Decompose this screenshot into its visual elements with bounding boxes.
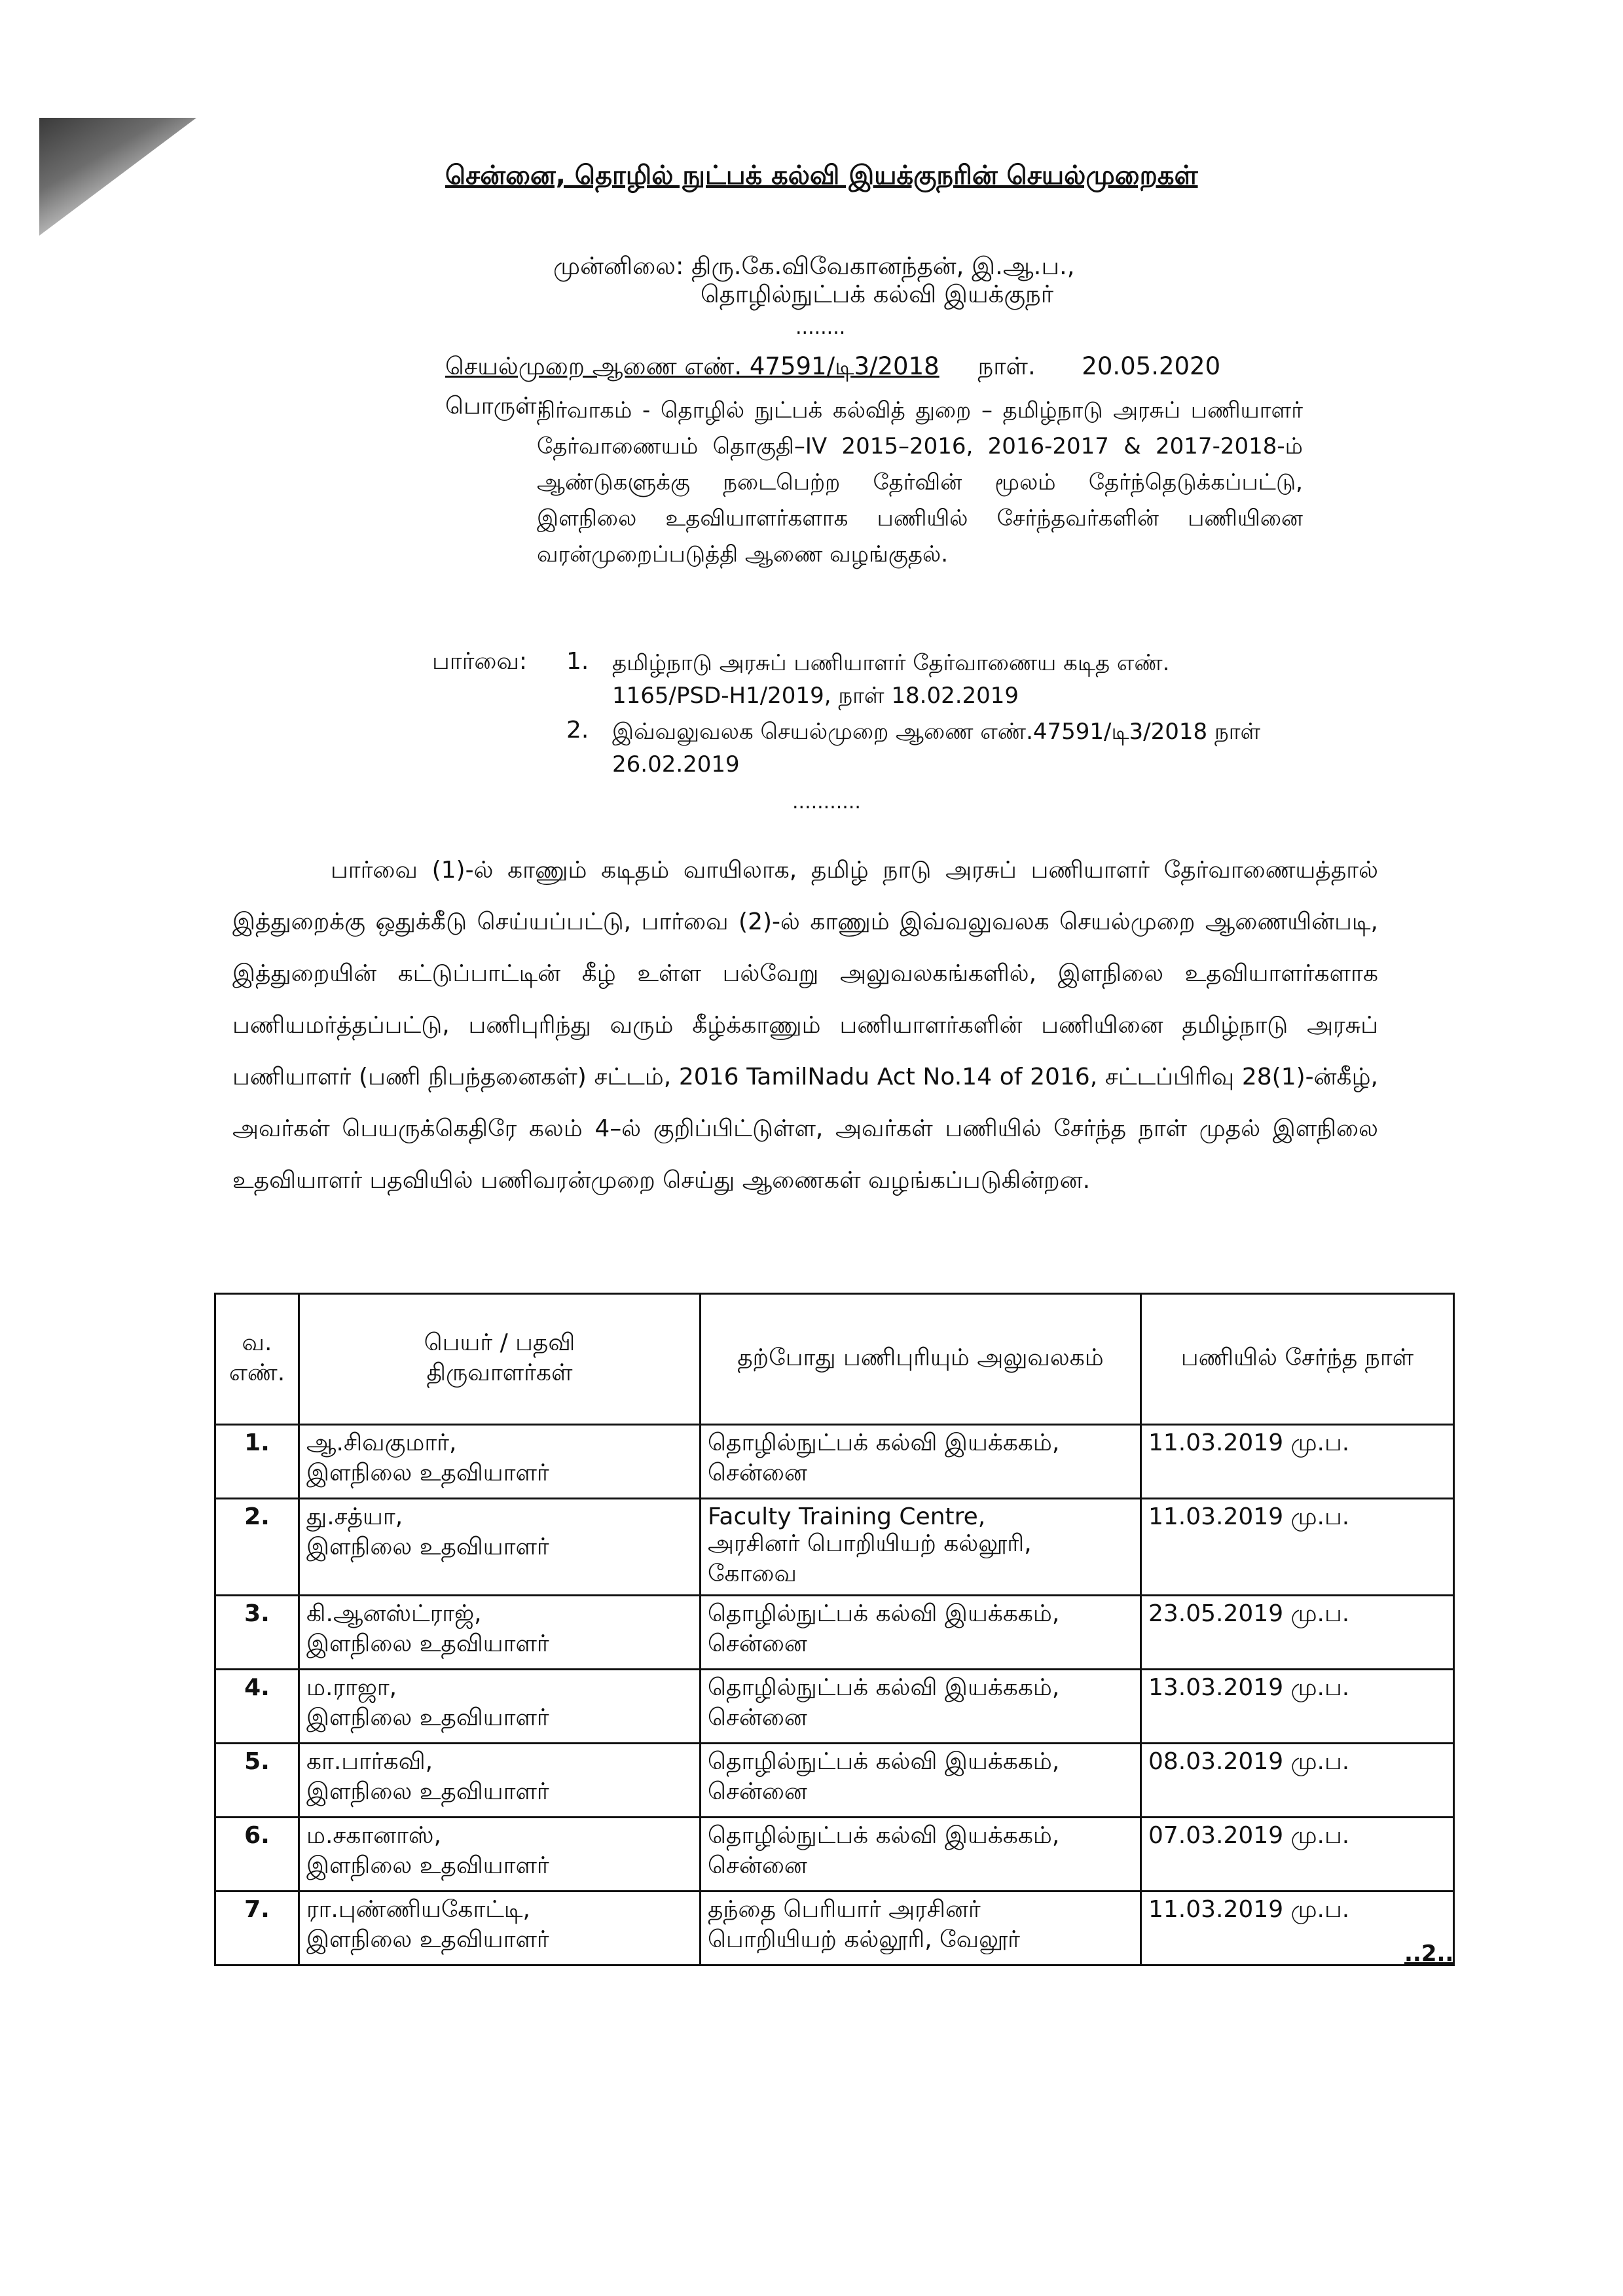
cell-office: [701, 1744, 1141, 1818]
col-header-name-line2: திருவாளர்கள்: [426, 1359, 573, 1386]
cell-name: [299, 1596, 701, 1670]
page-title: சென்னை, தொழில் நுட்பக் கல்வி இயக்குநரின் செயல்முறைகள்: [445, 160, 1198, 190]
cell-name: [299, 1499, 701, 1596]
body-paragraph: பார்வை (1)-ல் காணும் கடிதம் வாயிலாக, தமிழ் நாடு அரசுப் பணியாளர் தேர்வாணையத்தால் இத்துறைக்கு ஒதுக்கீடு செய்யப்பட்டு, பார்வை (2)-ல் காணும் இவ்வலுவலக செயல்முறை ஆணையின்படி, இத்துறையின் கட்டுப்பாட்டின் கீழ் உள்ள பல்வேறு அலுவலகங்களில், இளநிலை உதவியாளர்களாக பணியமர்த்தப்பட்டு, பணிபுரிந்து வரும் கீழ்க்காணும் பணியாளர்களின் பணியினை தமிழ்நாடு அரசுப் பணியாளர் (பணி நிபந்தனைகள்) சட்டம், 2016 TamilNadu Act No.14 of 2016, சட்டப்பிரிவு 28(1)-ன்கீழ், அவர்கள் பெயருக்கெதிரே கலம் 4–ல் குறிப்பிட்டுள்ள, அவர்கள் பணியில் சேர்ந்த நாள் முதல் இளநிலை உதவியாளர் பதவியில் பணிவரன்முறை செய்து ஆணைகள் வழங்கப்படுகின்றன.: [232, 857, 1378, 1194]
col-header-office: தற்போது பணிபுரியும் அலுவலகம்: [701, 1294, 1141, 1425]
reference-line: 1165/PSD-H1/2019, நாள் 18.02.2019: [612, 683, 1019, 709]
reference-number: 1.: [566, 648, 589, 675]
employee-post: இளநிலை உதவியாளர்: [306, 1630, 549, 1657]
cell-sno: 2.: [215, 1499, 299, 1596]
page-number: ..2..: [1404, 1941, 1454, 1967]
reference-line: இவ்வலுவலக செயல்முறை ஆணை எண்.47591/டி3/2018 நாள்: [612, 719, 1261, 745]
employee-name: ம.சகானாஸ்,: [306, 1822, 442, 1849]
order-number-line: [445, 352, 1220, 384]
cell-office: [701, 1818, 1141, 1892]
office-line: சென்னை: [708, 1630, 807, 1657]
cell-joined: 23.05.2019 மு.ப.: [1141, 1596, 1454, 1670]
staff-table: [214, 1293, 1455, 1966]
cell-joined: 11.03.2019 மு.ப.: [1141, 1499, 1454, 1596]
office-line: தொழில்நுட்பக் கல்வி இயக்ககம்,: [708, 1674, 1060, 1701]
employee-post: இளநிலை உதவியாளர்: [306, 1534, 549, 1560]
reference-number: 2.: [566, 717, 589, 744]
col-header-joined: பணியில் சேர்ந்த நாள்: [1141, 1294, 1454, 1425]
cell-name: [299, 1670, 701, 1744]
subject-label: பொருள்:: [445, 393, 545, 420]
scan-shadow: [39, 118, 196, 236]
office-line: தொழில்நுட்பக் கல்வி இயக்ககம்,: [708, 1748, 1060, 1775]
office-line: சென்னை: [708, 1460, 807, 1486]
cell-name: [299, 1425, 701, 1499]
reference-line: 26.02.2019: [612, 751, 740, 778]
office-line: தொழில்நுட்பக் கல்வி இயக்ககம்,: [708, 1600, 1060, 1627]
cell-sno: 6.: [215, 1818, 299, 1892]
col-header-name: [299, 1294, 701, 1425]
employee-name: ஆ.சிவகுமார்,: [306, 1429, 457, 1456]
cell-joined: 13.03.2019 மு.ப.: [1141, 1670, 1454, 1744]
separator-dots: ...........: [792, 791, 861, 814]
office-line: கோவை: [708, 1560, 797, 1587]
employee-post: இளநிலை உதவியாளர்: [306, 1778, 549, 1805]
reference-label: பார்வை:: [432, 648, 528, 675]
employee-post: இளநிலை உதவியாளர்: [306, 1460, 549, 1486]
table-row: [215, 1892, 1454, 1965]
cell-office: [701, 1499, 1141, 1596]
cell-office: [701, 1892, 1141, 1965]
order-date: 20.05.2020: [1082, 352, 1221, 380]
office-line: தந்தை பெரியார் அரசினர்: [708, 1896, 981, 1923]
office-line: சென்னை: [708, 1852, 807, 1879]
cell-office: [701, 1425, 1141, 1499]
order-number: செயல்முறை ஆணை எண். 47591/டி3/2018: [445, 352, 939, 380]
table-header-row: [215, 1294, 1454, 1425]
office-line: Faculty Training Centre,: [708, 1503, 986, 1530]
office-line: சென்னை: [708, 1704, 807, 1731]
table-row: [215, 1744, 1454, 1818]
employee-name: கி.ஆனஸ்ட்ராஜ்,: [306, 1600, 482, 1627]
cell-name: [299, 1892, 701, 1965]
cell-joined: 08.03.2019 மு.ப.: [1141, 1744, 1454, 1818]
cell-joined: 11.03.2019 மு.ப.: [1141, 1892, 1454, 1965]
office-line: அரசினர் பொறியியற் கல்லூரி,: [708, 1530, 1032, 1557]
office-line: தொழில்நுட்பக் கல்வி இயக்ககம்,: [708, 1429, 1060, 1456]
employee-post: இளநிலை உதவியாளர்: [306, 1926, 549, 1953]
table-row: [215, 1499, 1454, 1596]
cell-office: [701, 1670, 1141, 1744]
cell-sno: 7.: [215, 1892, 299, 1965]
subject-text: நிர்வாகம் - தொழில் நுட்பக் கல்வித் துறை – தமிழ்நாடு அரசுப் பணியாளர் தேர்வாணையம் தொகுதி–IV 2015–2016, 2016-2017 & 2017-2018-ம் ஆண்டுகளுக்கு நடைபெற்ற தேர்வின் மூலம் தேர்ந்தெடுக்கப்பட்டு, இளநிலை உதவியாளர்களாக பணியில் சேர்ந்தவர்களின் பணியினை வரன்முறைப்படுத்தி ஆணை வழங்குதல்.: [537, 397, 1303, 567]
cell-sno: 3.: [215, 1596, 299, 1670]
reference-item-1: [612, 647, 1170, 712]
employee-post: இளநிலை உதவியாளர்: [306, 1704, 549, 1731]
reference-line: தமிழ்நாடு அரசுப் பணியாளர் தேர்வாணைய கடித எண்.: [612, 650, 1170, 676]
cell-name: [299, 1818, 701, 1892]
employee-name: ம.ராஜா,: [306, 1674, 397, 1701]
office-line: பொறியியற் கல்லூரி, வேலூர்: [708, 1926, 1020, 1953]
separator-dots: ........: [795, 316, 846, 339]
cell-sno: 5.: [215, 1744, 299, 1818]
employee-name: கா.பார்கவி,: [306, 1748, 433, 1775]
cell-office: [701, 1596, 1141, 1670]
col-header-sno: வ. எண்.: [215, 1294, 299, 1425]
table-row: [215, 1425, 1454, 1499]
order-date-label: நாள்.: [977, 352, 1036, 380]
table-row: [215, 1670, 1454, 1744]
table-row: [215, 1818, 1454, 1892]
cell-name: [299, 1744, 701, 1818]
reference-item-2: [612, 715, 1260, 781]
table-row: [215, 1596, 1454, 1670]
presence-line-1: முன்னிலை: திரு.கே.விவேகானந்தன், இ.ஆ.ப.,: [553, 252, 1075, 280]
presence-line-2: தொழில்நுட்பக் கல்வி இயக்குநர்: [701, 280, 1054, 308]
office-line: சென்னை: [708, 1778, 807, 1805]
cell-joined: 07.03.2019 மு.ப.: [1141, 1818, 1454, 1892]
cell-joined: 11.03.2019 மு.ப.: [1141, 1425, 1454, 1499]
cell-sno: 1.: [215, 1425, 299, 1499]
employee-name: து.சத்யா,: [306, 1503, 403, 1530]
employee-post: இளநிலை உதவியாளர்: [306, 1852, 549, 1879]
office-line: தொழில்நுட்பக் கல்வி இயக்ககம்,: [708, 1822, 1060, 1849]
employee-name: ரா.புண்ணியகோட்டி,: [306, 1896, 530, 1923]
cell-sno: 4.: [215, 1670, 299, 1744]
col-header-name-line1: பெயர் / பதவி: [424, 1329, 575, 1356]
